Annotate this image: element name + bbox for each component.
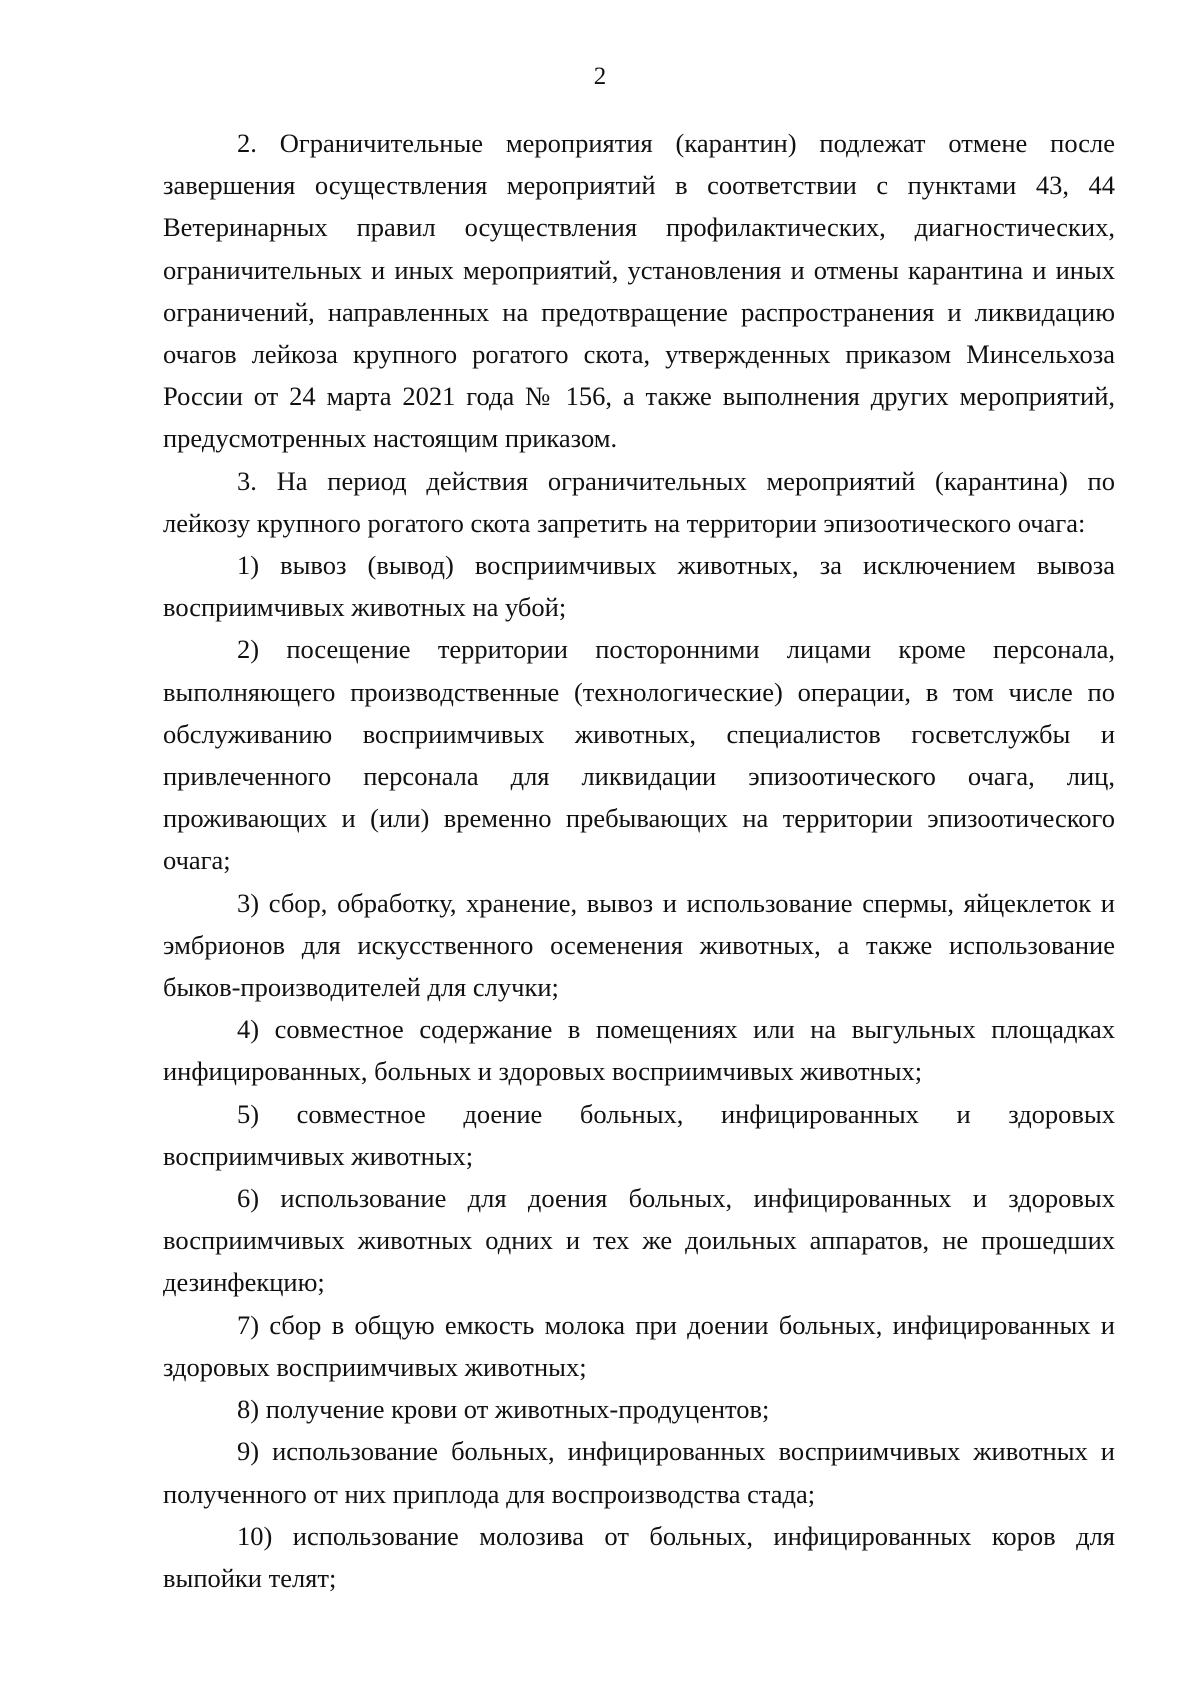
list-item-10: 10) использование молозива от больных, инфицированных коров для выпойки телят;: [163, 1520, 1115, 1593]
list-item-2: 2) посещение территории посторонними лицами кроме персонала, выполняющего производственные (технологические) операции, в том числе по обслуживанию восприимчивых животных, специалистов госветслужбы и привлеченного персонала для ликвидации эпизоотического очага, лиц, проживающих и (или) временно пребывающих на территории эпизоотического очага;: [163, 634, 1115, 876]
list-item-6: 6) использование для доения больных, инфицированных и здоровых восприимчивых животных одних и тех же доильных аппаратов, не прошедших дезинфекцию;: [163, 1183, 1115, 1298]
list-item-3: 3) сбор, обработку, хранение, вывоз и использование спермы, яйцеклеток и эмбрионов для искусственного осеменения животных, а также использование быков-производителей для случки;: [163, 887, 1115, 1003]
list-item-7: 7) сбор в общую емкость молока при доении больных, инфицированных и здоровых восприимчивых животных;: [163, 1309, 1115, 1382]
list-item-4: 4) совместное содержание в помещениях или на выгульных площадках инфицированных, больных и здоровых восприимчивых животных;: [163, 1014, 1115, 1087]
list-item-9: 9) использование больных, инфицированных восприимчивых животных и полученного от них приплода для воспроизводства стада;: [163, 1436, 1115, 1509]
paragraph-item-3: 3. На период действия ограничительных мероприятий (карантина) по лейкозу крупного рогатого скота запретить на территории эпизоотического очага:: [163, 465, 1115, 538]
paragraph-item-2: 2. Ограничительные мероприятия (карантин) подлежат отмене после завершения осуществления мероприятий в соответствии с пунктами 43, 44 Ветеринарных правил осуществления профилактических, диагностических, ограничительных и иных мероприятий, установления и отмены карантина и иных ограничений, направленных на предотвращение распространения и ликвидацию очагов лейкоза крупного рогатого скота, утвержденных приказом Минсельхоза России от 24 марта 2021 года № 156, а также выполнения других мероприятий, предусмотренных настоящим приказом.: [163, 128, 1115, 454]
document-body: [163, 122, 1115, 1599]
page-number: 2: [593, 63, 607, 90]
list-item-8: 8) получение крови от животных-продуцентов;: [237, 1394, 770, 1425]
list-item-5: 5) совместное доение больных, инфицированных и здоровых восприимчивых животных;: [163, 1098, 1115, 1171]
list-item-1: 1) вывоз (вывод) восприимчивых животных, за исключением вывоза восприимчивых животных на убой;: [163, 550, 1115, 623]
